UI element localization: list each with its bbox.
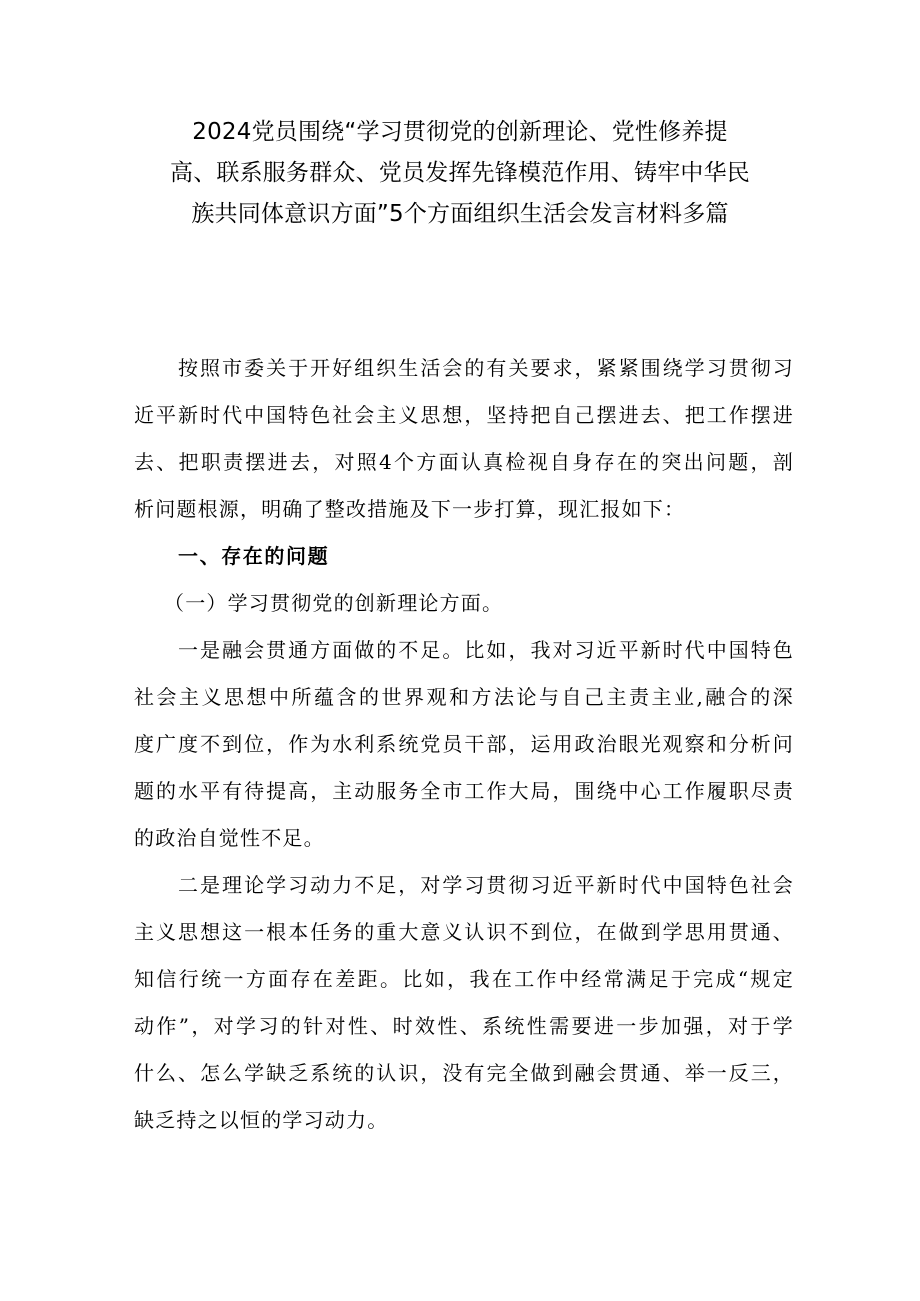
document-body <box>134 350 794 1149</box>
document-title <box>100 112 820 235</box>
paragraph-line: 题的水平有待提高，主动服务全市工作大局，围绕中心工作履职尽责 <box>134 779 794 803</box>
paragraph-line: 近平新时代中国特色社会主义思想，坚持把自己摆进去、把工作摆进 <box>134 403 794 427</box>
title-line: 2024党员围绕“学习贯彻党的创新理论、党性修养提 <box>192 119 728 145</box>
paragraph-line: 缺乏持之以恒的学习动力。 <box>134 1108 389 1132</box>
subsection-heading: （一）学习贯彻党的创新理论方面。 <box>164 591 504 615</box>
paragraph-line: 析问题根源，明确了整改措施及下一步打算，现汇报如下： <box>134 497 686 521</box>
title-line: 高、联系服务群众、党员发挥先锋模范作用、铸牢中华民 <box>170 160 750 186</box>
paragraph-line: 去、把职责摆进去，对照4个方面认真检视自身存在的突出问题，剖 <box>134 450 794 474</box>
title-line: 族共同体意识方面”5个方面组织生活会发言材料多篇 <box>191 201 729 227</box>
paragraph-line: 一是融会贯通方面做的不足。比如，我对习近平新时代中国特色 <box>178 638 794 662</box>
paragraph-line: 按照市委关于开好组织生活会的有关要求，紧紧围绕学习贯彻习 <box>178 356 794 380</box>
paragraph-line: 主义思想这一根本任务的重大意义认识不到位，在做到学思用贯通、 <box>134 920 794 944</box>
problem-paragraph-1 <box>134 632 794 867</box>
paragraph-line: 的政治自觉性不足。 <box>134 826 325 850</box>
paragraph-line: 什么、怎么学缺乏系统的认识，没有完全做到融会贯通、举一反三， <box>134 1061 794 1085</box>
paragraph-line: 度广度不到位，作为水利系统党员干部，运用政治眼光观察和分析问 <box>134 732 794 756</box>
paragraph-line: 社会主义思想中所蕴含的世界观和方法论与自己主责主业,融合的深 <box>134 685 794 709</box>
intro-paragraph <box>134 350 794 538</box>
problem-paragraph-2 <box>134 867 794 1149</box>
paragraph-line: 知信行统一方面存在差距。比如，我在工作中经常满足于完成“规定 <box>134 967 794 991</box>
section-heading: 一、存在的问题 <box>178 544 330 568</box>
paragraph-line: 动作”，对学习的针对性、时效性、系统性需要进一步加强，对于学 <box>134 1014 794 1038</box>
paragraph-line: 二是理论学习动力不足，对学习贯彻习近平新时代中国特色社会 <box>178 873 794 897</box>
